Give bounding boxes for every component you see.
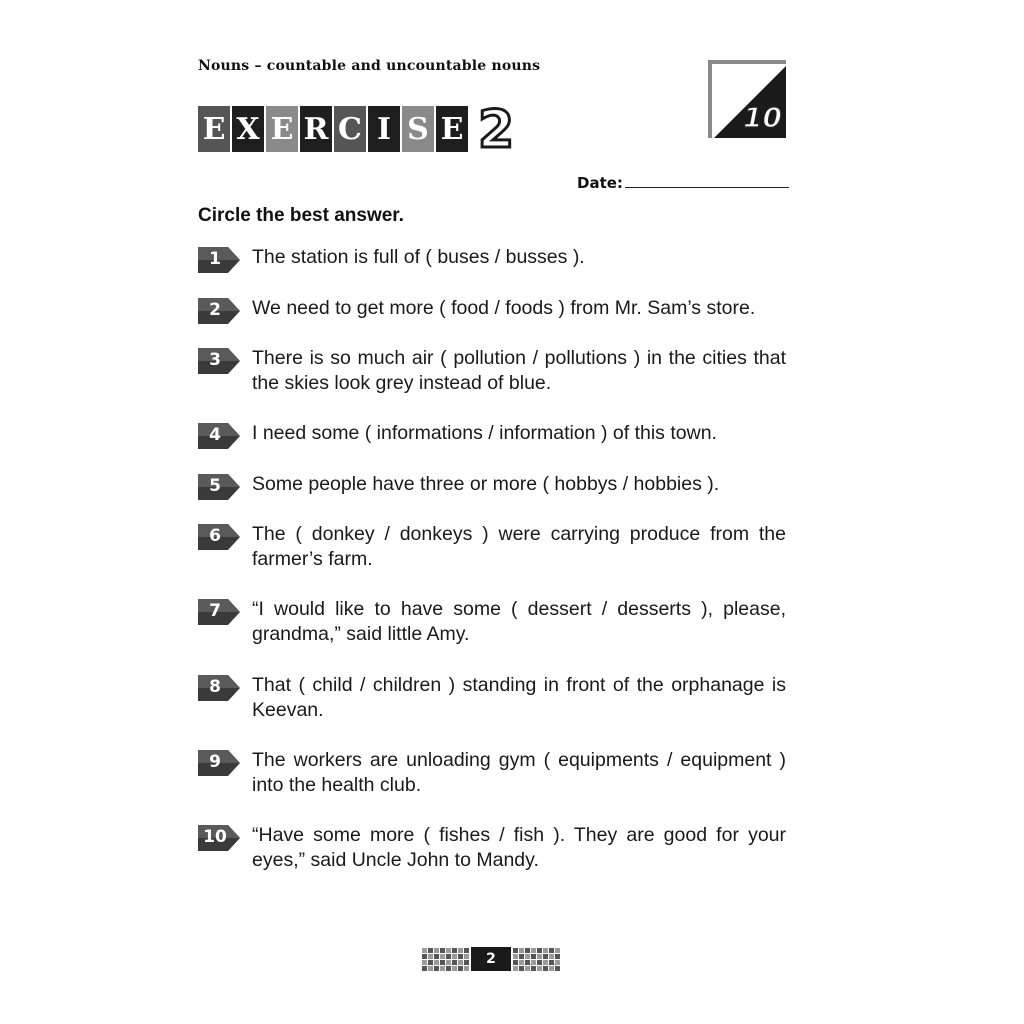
question-item [198, 522, 788, 572]
question-number: 10 [203, 827, 227, 847]
question-number-arrow-icon [198, 673, 240, 703]
date-blank-line[interactable] [625, 187, 789, 188]
exercise-title [198, 106, 468, 152]
question-item [198, 296, 788, 326]
question-number: 1 [209, 249, 221, 269]
question-item [198, 421, 788, 451]
question-text[interactable]: “Have some more ( fishes / fish ). They are good for your eyes,” said Uncle John to Mandy. [252, 824, 786, 871]
question-number: 3 [209, 350, 221, 370]
exercise-letter: S [402, 106, 434, 152]
question-number: 2 [209, 300, 221, 320]
page-number: 2 [471, 947, 511, 971]
exercise-letter: C [334, 106, 366, 152]
question-number-arrow-icon [198, 346, 240, 376]
question-number: 5 [209, 476, 221, 496]
question-item [198, 748, 788, 798]
question-number: 6 [209, 526, 221, 546]
question-number-arrow-icon [198, 522, 240, 552]
question-text[interactable]: We need to get more ( food / foods ) from Mr. Sam’s store. [252, 297, 756, 319]
question-text[interactable]: That ( child / children ) standing in front of the orphanage is Keevan. [252, 674, 786, 721]
date-field [577, 174, 789, 192]
question-number: 9 [209, 752, 221, 772]
level-badge [708, 60, 788, 140]
instruction-text: Circle the best answer. [198, 205, 404, 226]
question-number: 8 [209, 677, 221, 697]
question-number: 7 [209, 601, 221, 621]
question-text[interactable]: There is so much air ( pollution / pollutions ) in the cities that the skies look grey instead of blue. [252, 347, 786, 394]
exercise-letter: E [266, 106, 298, 152]
question-number-arrow-icon [198, 597, 240, 627]
question-number-arrow-icon [198, 472, 240, 502]
question-item [198, 823, 788, 873]
exercise-number: 2 [478, 100, 515, 160]
question-number-arrow-icon [198, 748, 240, 778]
exercise-letter: I [368, 106, 400, 152]
question-text[interactable]: The workers are unloading gym ( equipments / equipment ) into the health club. [252, 749, 786, 796]
question-number-arrow-icon [198, 421, 240, 451]
badge-number: 10 [743, 101, 782, 134]
exercise-letter: X [232, 106, 264, 152]
question-text[interactable]: The ( donkey / donkeys ) were carrying produce from the farmer’s farm. [252, 523, 786, 570]
exercise-letter: E [436, 106, 468, 152]
question-number-arrow-icon [198, 823, 240, 853]
question-number: 4 [209, 425, 221, 445]
question-text[interactable]: I need some ( informations / information ) of this town. [252, 422, 717, 444]
page-footer [422, 947, 562, 971]
question-number-arrow-icon [198, 296, 240, 326]
exercise-letter: R [300, 106, 332, 152]
topic-heading: Nouns – countable and uncountable nouns [198, 58, 541, 74]
question-text[interactable]: “I would like to have some ( dessert / desserts ), please, grandma,” said little Amy. [252, 598, 786, 645]
footer-pattern-left [422, 948, 469, 971]
question-text[interactable]: The station is full of ( buses / busses ). [252, 246, 585, 268]
question-item [198, 346, 788, 396]
question-text[interactable]: Some people have three or more ( hobbys / hobbies ). [252, 473, 720, 495]
question-number-arrow-icon [198, 245, 240, 275]
question-item [198, 245, 788, 275]
date-label: Date: [577, 174, 623, 192]
exercise-letter: E [198, 106, 230, 152]
question-item [198, 472, 788, 502]
question-item [198, 673, 788, 723]
footer-pattern-right [513, 948, 560, 971]
question-item [198, 597, 788, 647]
